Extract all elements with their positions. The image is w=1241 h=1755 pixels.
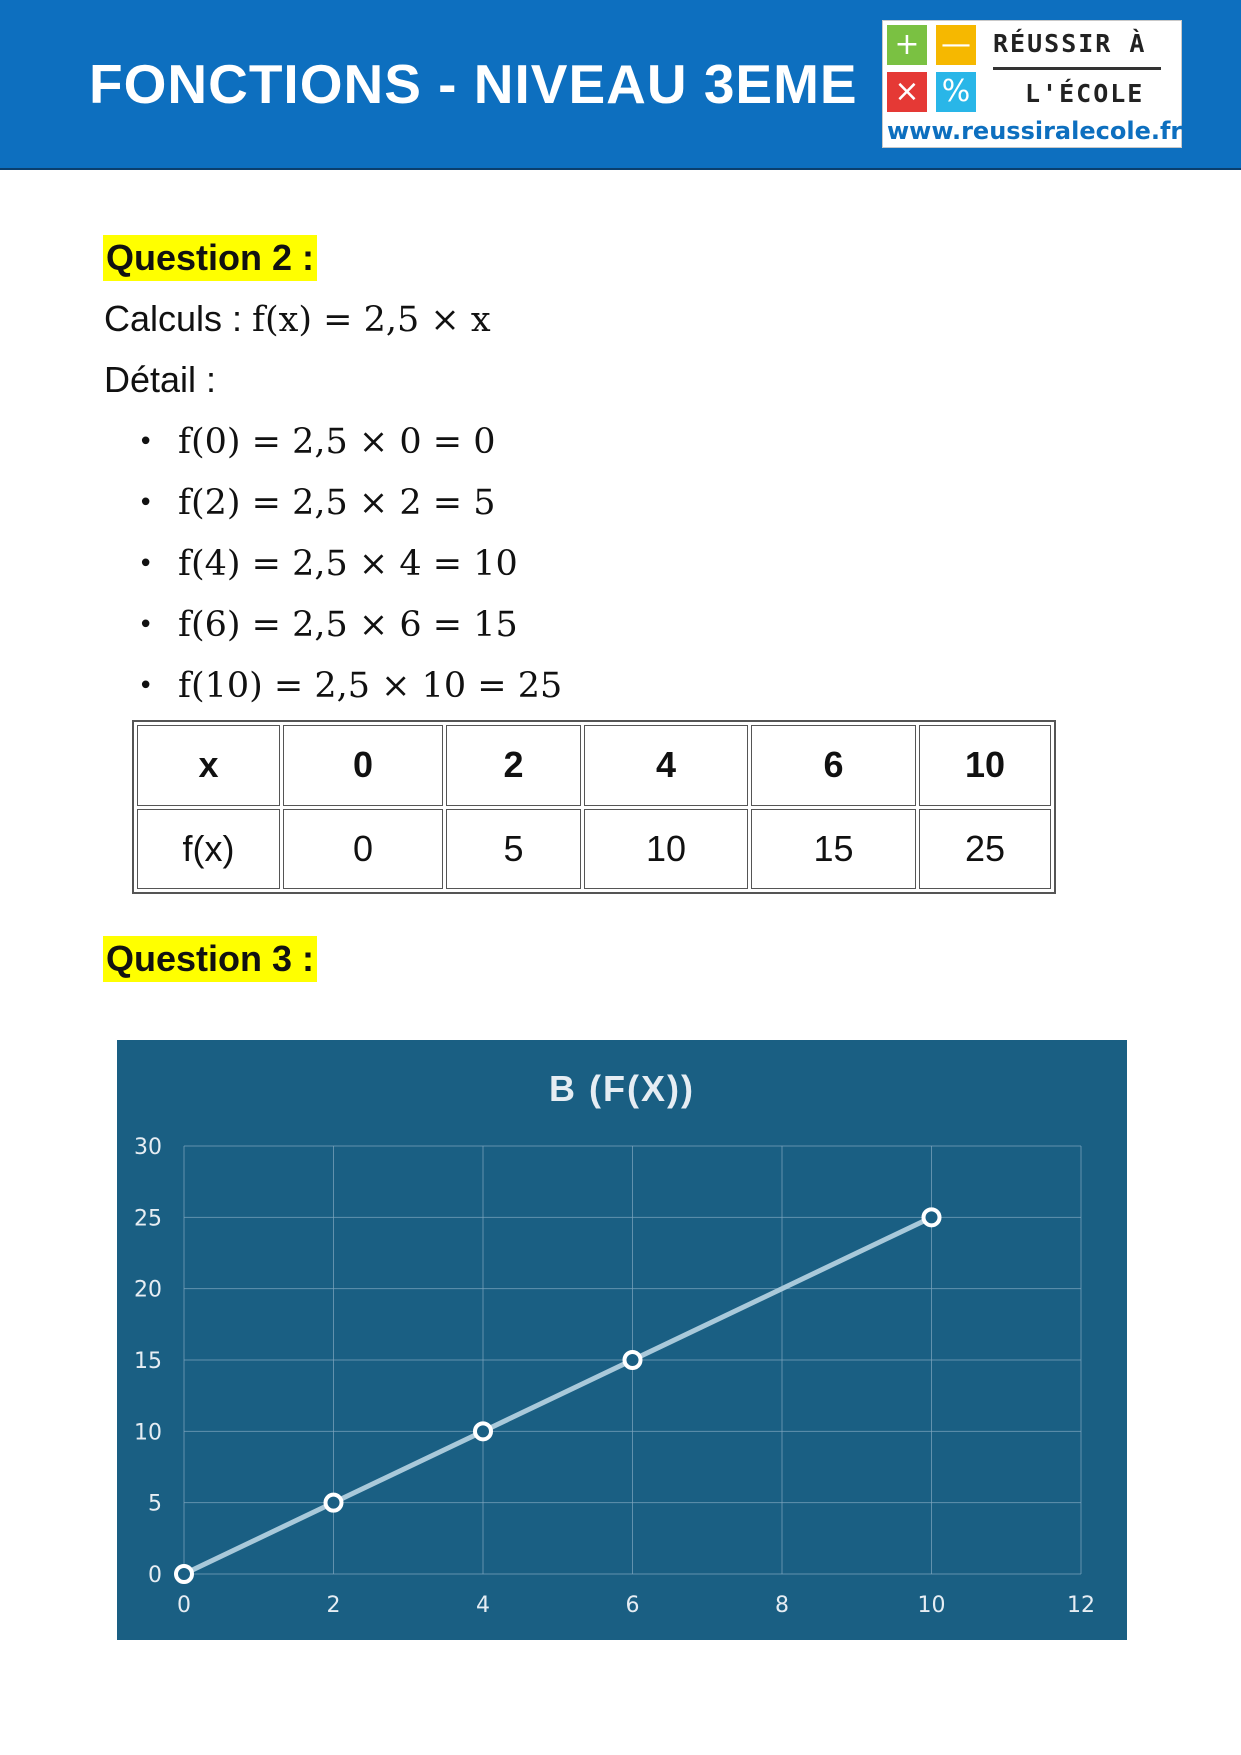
table-cell: 25 [919, 809, 1051, 890]
site-logo[interactable] [882, 20, 1182, 148]
detail-step: • f(2) = 2,5 × 2 = 5 [138, 473, 562, 534]
table-cell: 10 [919, 725, 1051, 806]
logo-text-top: RÉUSSIR À [993, 29, 1147, 58]
detail-label: Détail : [104, 359, 217, 400]
table-cell: 2 [446, 725, 581, 806]
y-tick-label: 0 [148, 1563, 162, 1588]
chart-title: B (F(X)) [549, 1068, 695, 1109]
series-line [184, 1217, 932, 1574]
x-tick-label: 6 [625, 1593, 640, 1618]
values-table [132, 720, 1056, 894]
detail-step: • f(6) = 2,5 × 6 = 15 [138, 595, 562, 656]
y-tick-label: 20 [134, 1277, 162, 1303]
formula: f(x) = 2,5 × x [252, 300, 491, 340]
page-header [0, 0, 1241, 170]
calculs-label: Calculs : [104, 298, 253, 339]
percent-icon: % [936, 72, 976, 112]
y-tick-label: 5 [148, 1491, 162, 1517]
question-3-title: Question 3 : [103, 936, 317, 982]
logo-url[interactable]: www.reussiralecole.fr [887, 117, 1183, 145]
table-cell: 0 [283, 725, 443, 806]
question-2-title: Question 2 : [103, 235, 317, 281]
detail-step: • f(0) = 2,5 × 0 = 0 [138, 412, 562, 473]
x-tick-label: 4 [476, 1593, 490, 1618]
table-cell: 4 [584, 725, 748, 806]
x-tick-label: 8 [775, 1593, 789, 1618]
x-tick-label: 12 [1067, 1593, 1095, 1618]
page-title: FONCTIONS - NIVEAU 3EME [89, 53, 858, 115]
table-cell: 10 [584, 809, 748, 890]
y-tick-label: 10 [134, 1420, 162, 1446]
logo-divider [993, 67, 1161, 70]
x-tick-label: 0 [177, 1593, 191, 1618]
data-point [176, 1566, 192, 1582]
y-tick-label: 30 [134, 1135, 162, 1160]
data-point [326, 1495, 342, 1511]
calculs-line [104, 298, 491, 340]
table-cell: 15 [751, 809, 916, 890]
times-icon: × [887, 72, 927, 112]
x-tick-label: 10 [917, 1593, 946, 1618]
detail-list [138, 412, 562, 717]
detail-step: • f(10) = 2,5 × 10 = 25 [138, 656, 562, 717]
data-point [924, 1209, 940, 1225]
minus-icon: — [936, 25, 976, 65]
data-point [625, 1352, 641, 1368]
table-row-fx [137, 809, 1051, 890]
data-point [475, 1423, 491, 1439]
detail-step: • f(4) = 2,5 × 4 = 10 [138, 534, 562, 595]
chart [117, 1040, 1140, 1654]
table-cell: 5 [446, 809, 581, 890]
table-cell: 0 [283, 809, 443, 890]
table-cell: f(x) [137, 809, 280, 890]
y-tick-label: 25 [134, 1206, 162, 1232]
table-cell: 6 [751, 725, 916, 806]
chart-plot [117, 1040, 1140, 1654]
logo-text-bottom: L'ÉCOLE [1025, 79, 1145, 108]
y-tick-label: 15 [134, 1349, 162, 1374]
x-tick-label: 2 [326, 1593, 341, 1618]
table-cell: x [137, 725, 280, 806]
plus-icon: + [887, 25, 927, 65]
table-row-x [137, 725, 1051, 806]
